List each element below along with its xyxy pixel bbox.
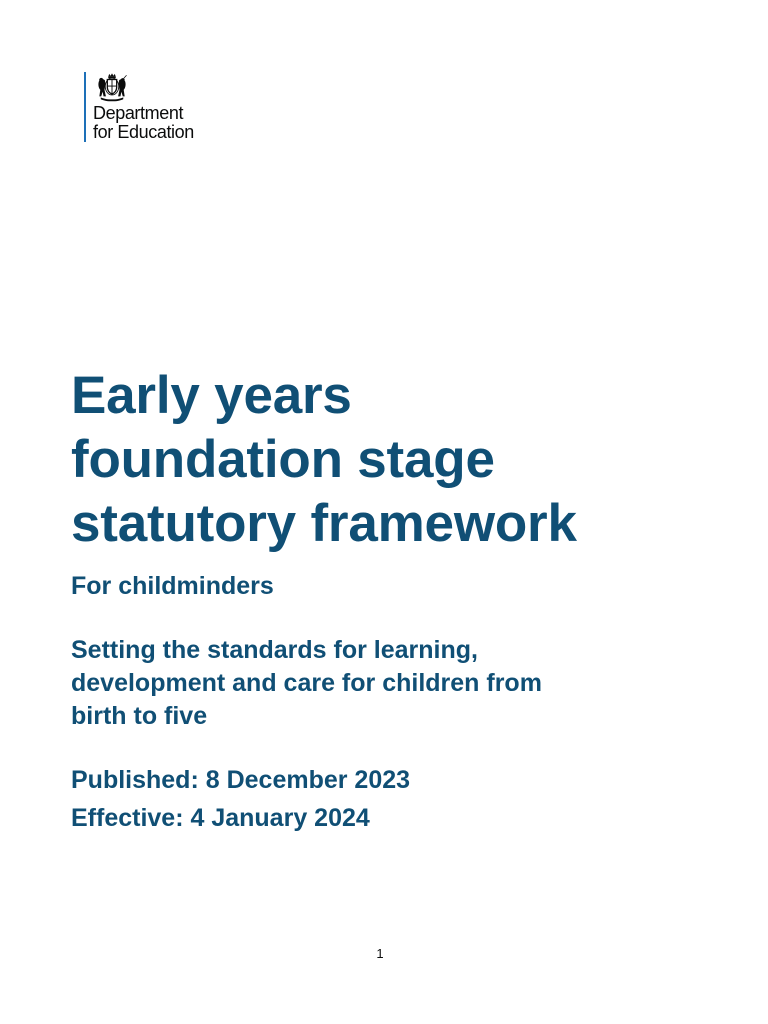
tagline-line-3: birth to five <box>71 702 208 730</box>
department-logo <box>84 72 194 142</box>
royal-coat-of-arms-icon <box>94 72 130 102</box>
logo-line-department: Department <box>93 103 184 123</box>
logo-rule <box>84 72 86 142</box>
title-line-2: foundation stage <box>71 430 495 489</box>
document-dates <box>71 761 410 837</box>
logo-text <box>93 104 194 142</box>
published-date: Published: 8 December 2023 <box>71 766 411 794</box>
effective-date: Effective: 4 January 2024 <box>71 804 370 832</box>
document-tagline <box>71 634 542 733</box>
tagline-line-2: development and care for children from <box>71 669 542 697</box>
document-title <box>71 364 577 556</box>
title-line-3: statutory framework <box>71 494 577 553</box>
logo-line-for-education: for Education <box>93 122 194 142</box>
page-number: 1 <box>376 946 384 961</box>
tagline-line-1: Setting the standards for learning, <box>71 636 478 664</box>
document-subtitle: For childminders <box>71 572 274 600</box>
title-line-1: Early years <box>71 366 352 425</box>
logo-body <box>93 72 194 142</box>
